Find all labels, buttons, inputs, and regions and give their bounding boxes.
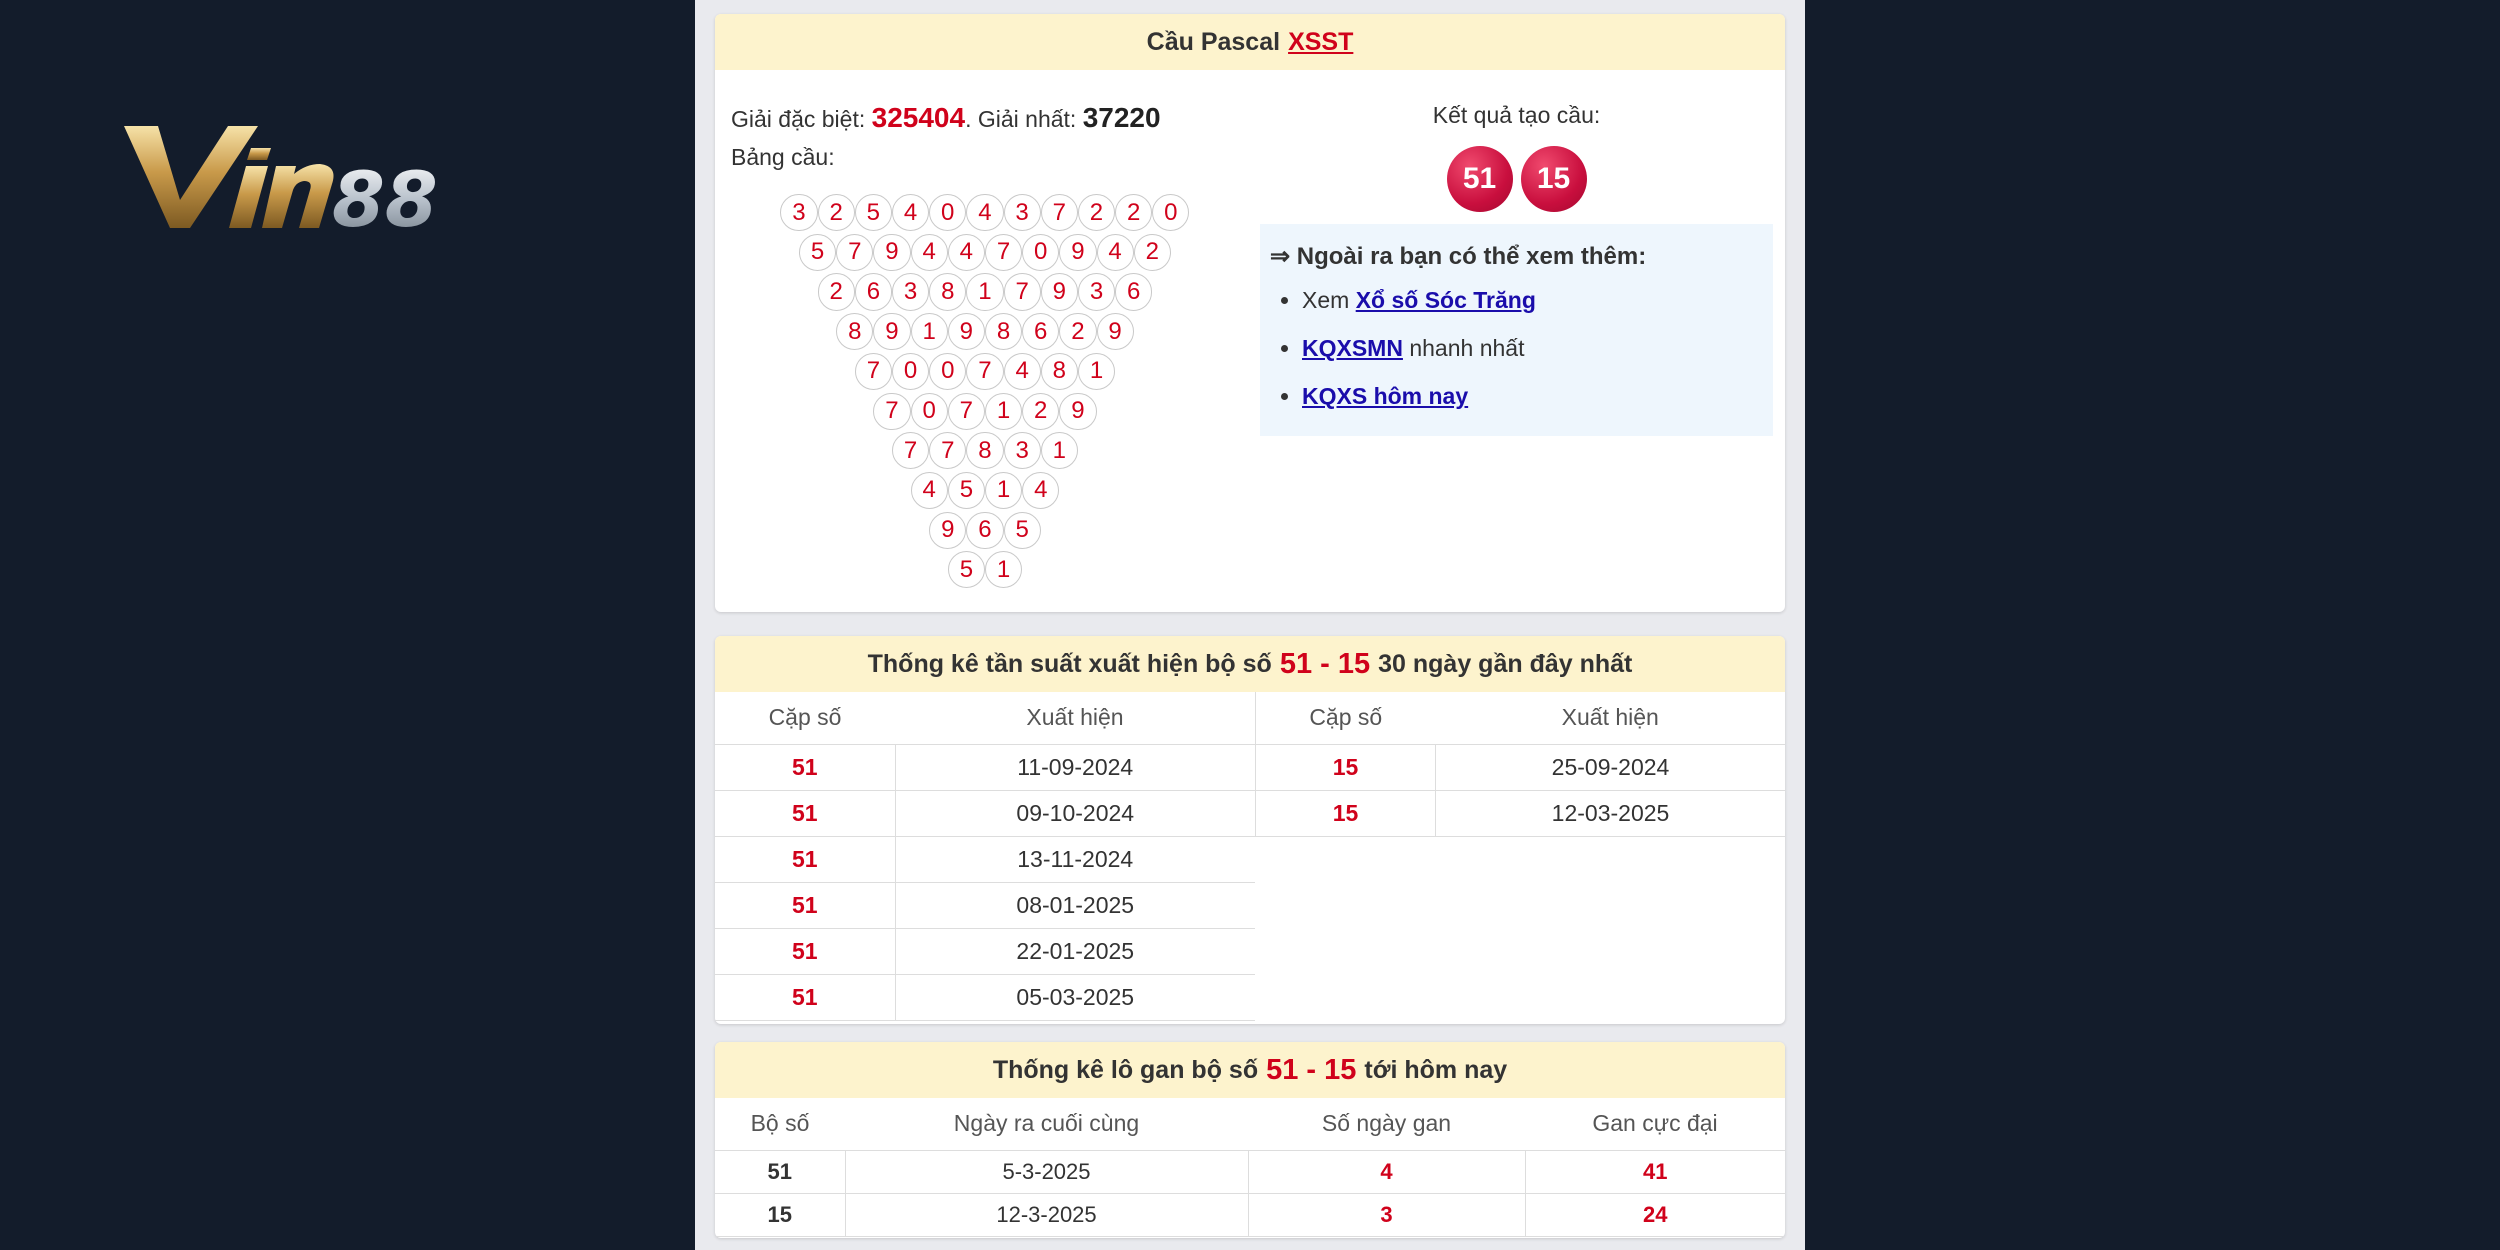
pair-cell: 51 [715, 836, 895, 882]
pascal-cell: 9 [929, 512, 966, 549]
lo-gan-title-pair: 51 - 15 [1266, 1053, 1357, 1086]
pascal-cell: 8 [836, 313, 873, 350]
date-cell: 12-03-2025 [1436, 790, 1786, 836]
prize-info [731, 102, 1161, 134]
pascal-cell: 7 [855, 353, 892, 390]
pascal-row [892, 432, 1078, 469]
pascal-cell: 9 [873, 313, 910, 350]
pascal-cell: 0 [1152, 194, 1189, 231]
first-prize-value: 37220 [1082, 102, 1161, 133]
pascal-cell: 8 [929, 273, 966, 310]
see-more-box [1260, 224, 1773, 436]
table-row [715, 1150, 1785, 1193]
pair-cell: 15 [1256, 744, 1436, 790]
kqxs-today-link[interactable]: KQXS hôm nay [1302, 383, 1469, 409]
pascal-cell: 0 [929, 194, 966, 231]
pascal-cell: 7 [1041, 194, 1078, 231]
date-cell: 13-11-2024 [895, 836, 1255, 882]
pascal-cell: 6 [855, 273, 892, 310]
list-item [1302, 383, 1763, 431]
table-row [715, 882, 1255, 928]
pascal-cell: 9 [1059, 393, 1096, 430]
pascal-cell: 0 [892, 353, 929, 390]
pascal-cell: 9 [873, 234, 910, 271]
pascal-cell: 3 [1078, 273, 1115, 310]
pascal-cell: 3 [1004, 194, 1041, 231]
pascal-cell: 7 [966, 353, 1003, 390]
pascal-cell: 3 [892, 273, 929, 310]
date-cell: 08-01-2025 [895, 882, 1255, 928]
column-header-pair: Cặp số [715, 692, 895, 744]
pascal-cell: 4 [911, 234, 948, 271]
pascal-table-label: Bảng cầu: [731, 144, 835, 170]
pascal-cell: 8 [1041, 353, 1078, 390]
pascal-cell: 7 [929, 432, 966, 469]
pascal-row [948, 551, 1022, 588]
max-gan-cell: 41 [1525, 1150, 1785, 1193]
column-header-date: Xuất hiện [895, 692, 1255, 744]
kqxsmn-link[interactable]: KQXSMN [1302, 335, 1403, 361]
max-gan-cell: 24 [1525, 1193, 1785, 1236]
table-row [715, 836, 1255, 882]
pascal-cell: 8 [966, 432, 1003, 469]
list-item [1302, 335, 1763, 383]
pascal-cell: 1 [985, 551, 1022, 588]
table-row [715, 744, 1255, 790]
lo-gan-table [715, 1098, 1785, 1237]
pascal-cell: 2 [1115, 194, 1152, 231]
pascal-cell: 9 [1097, 313, 1134, 350]
pascal-cell: 2 [1134, 234, 1171, 271]
pascal-cell: 9 [1041, 273, 1078, 310]
pascal-row [855, 353, 1115, 390]
pascal-cell: 4 [966, 194, 1003, 231]
pair-cell: 51 [715, 882, 895, 928]
date-cell: 05-03-2025 [895, 974, 1255, 1020]
pair-cell: 51 [715, 974, 895, 1020]
pascal-cell: 4 [1097, 234, 1134, 271]
pascal-cell: 5 [855, 194, 892, 231]
pascal-cell: 6 [1022, 313, 1059, 350]
table-row [715, 790, 1255, 836]
pascal-cell: 1 [1041, 432, 1078, 469]
pascal-cell: 9 [1059, 234, 1096, 271]
table-row [1256, 790, 1786, 836]
pascal-cell: 5 [799, 234, 836, 271]
column-header-max-gan: Gan cực đại [1525, 1098, 1785, 1150]
pascal-cell: 2 [818, 194, 855, 231]
frequency-card-title [715, 636, 1785, 692]
pascal-cell: 5 [1004, 512, 1041, 549]
column-header-last-date: Ngày ra cuối cùng [845, 1098, 1248, 1150]
pascal-cell: 7 [948, 393, 985, 430]
pascal-left-panel [715, 70, 1255, 610]
last-date-cell: 12-3-2025 [845, 1193, 1248, 1236]
table-row [715, 1193, 1785, 1236]
pair-cell: 51 [715, 744, 895, 790]
frequency-tables [715, 692, 1785, 1021]
pascal-cell: 2 [1078, 194, 1115, 231]
date-cell: 11-09-2024 [895, 744, 1255, 790]
pair-cell: 15 [715, 1193, 845, 1236]
table-row [715, 928, 1255, 974]
pascal-title-text: Cầu Pascal [1146, 27, 1281, 56]
pascal-cell: 4 [948, 234, 985, 271]
last-date-cell: 5-3-2025 [845, 1150, 1248, 1193]
table-row [1256, 744, 1786, 790]
pascal-row [818, 273, 1153, 310]
pascal-cell: 2 [1022, 393, 1059, 430]
pascal-cell: 1 [911, 313, 948, 350]
pascal-cell: 2 [818, 273, 855, 310]
pascal-cell: 1 [985, 472, 1022, 509]
pair-cell: 51 [715, 928, 895, 974]
column-header-gan-days: Số ngày gan [1248, 1098, 1525, 1150]
pascal-cell: 5 [948, 472, 985, 509]
see-more-title: ⇒ Ngoài ra bạn có thể xem thêm: [1270, 243, 1647, 270]
table-row [715, 974, 1255, 1020]
pascal-cell: 1 [966, 273, 1003, 310]
date-cell: 25-09-2024 [1436, 744, 1786, 790]
frequency-table-15 [1255, 692, 1785, 837]
column-header-pair: Bộ số [715, 1098, 845, 1150]
pascal-cell: 7 [985, 234, 1022, 271]
date-cell: 22-01-2025 [895, 928, 1255, 974]
pascal-cell: 1 [1078, 353, 1115, 390]
pascal-cell: 3 [1004, 432, 1041, 469]
pascal-row [929, 512, 1041, 549]
pascal-cell: 9 [948, 313, 985, 350]
result-label: Kết quả tạo cầu: [1432, 102, 1601, 128]
pascal-cell: 4 [911, 472, 948, 509]
vin88-logo-graphic [118, 118, 488, 233]
pascal-cell: 6 [1115, 273, 1152, 310]
frequency-title-pre: Thống kê tần suất xuất hiện bộ số [867, 649, 1272, 678]
result-ball: 51 [1447, 146, 1513, 212]
special-prize-label: Giải đặc biệt: [731, 106, 866, 132]
first-prize-label: . Giải nhất: [965, 106, 1077, 132]
soc-trang-link[interactable]: Xổ số Sóc Trăng [1355, 287, 1536, 313]
pair-cell: 51 [715, 790, 895, 836]
result-ball: 15 [1521, 146, 1587, 212]
main-column [695, 0, 1805, 1250]
pascal-cell: 7 [873, 393, 910, 430]
pascal-cell: 0 [1022, 234, 1059, 271]
xsst-link[interactable]: XSST [1288, 27, 1354, 56]
pascal-cell: 0 [929, 353, 966, 390]
list-item-prefix: Xem [1302, 287, 1356, 313]
pascal-cell: 7 [836, 234, 873, 271]
column-header-date: Xuất hiện [1436, 692, 1786, 744]
pascal-row [873, 393, 1096, 430]
frequency-title-pair: 51 - 15 [1279, 647, 1371, 680]
frequency-title-post: 30 ngày gần đây nhất [1378, 649, 1633, 678]
gan-days-cell: 4 [1248, 1150, 1525, 1193]
pascal-row [780, 194, 1189, 231]
lo-gan-card-title [715, 1042, 1785, 1098]
pascal-cell: 8 [985, 313, 1022, 350]
lo-gan-title-pre: Thống kê lô gan bộ số [992, 1055, 1259, 1084]
special-prize-value: 325404 [871, 102, 966, 133]
date-cell: 09-10-2024 [895, 790, 1255, 836]
list-item-suffix: nhanh nhất [1402, 335, 1525, 361]
pascal-card [715, 14, 1785, 612]
pascal-row [799, 234, 1171, 271]
pascal-cell: 0 [911, 393, 948, 430]
pascal-cell: 3 [780, 194, 817, 231]
see-more-list [1270, 287, 1763, 431]
pascal-card-title [715, 14, 1785, 70]
pascal-cell: 4 [1004, 353, 1041, 390]
vin88-logo[interactable] [118, 118, 488, 233]
list-item [1302, 287, 1763, 335]
pascal-row [911, 472, 1060, 509]
pascal-cell: 7 [1004, 273, 1041, 310]
svg-text:88: 88 [332, 155, 438, 233]
frequency-table-51 [715, 692, 1255, 1021]
pascal-cell: 7 [892, 432, 929, 469]
pair-cell: 15 [1256, 790, 1436, 836]
result-balls [1260, 146, 1773, 212]
pascal-cell: 4 [1022, 472, 1059, 509]
pascal-cell: 2 [1059, 313, 1096, 350]
column-header-pair: Cặp số [1256, 692, 1436, 744]
pair-cell: 51 [715, 1150, 845, 1193]
pascal-cell: 4 [892, 194, 929, 231]
pascal-cell: 1 [985, 393, 1022, 430]
pascal-cell: 5 [948, 551, 985, 588]
gan-days-cell: 3 [1248, 1193, 1525, 1236]
frequency-card [715, 636, 1785, 1024]
lo-gan-title-post: tới hôm nay [1364, 1055, 1508, 1084]
pascal-row [836, 313, 1134, 350]
pascal-cell: 6 [966, 512, 1003, 549]
lo-gan-card [715, 1042, 1785, 1238]
